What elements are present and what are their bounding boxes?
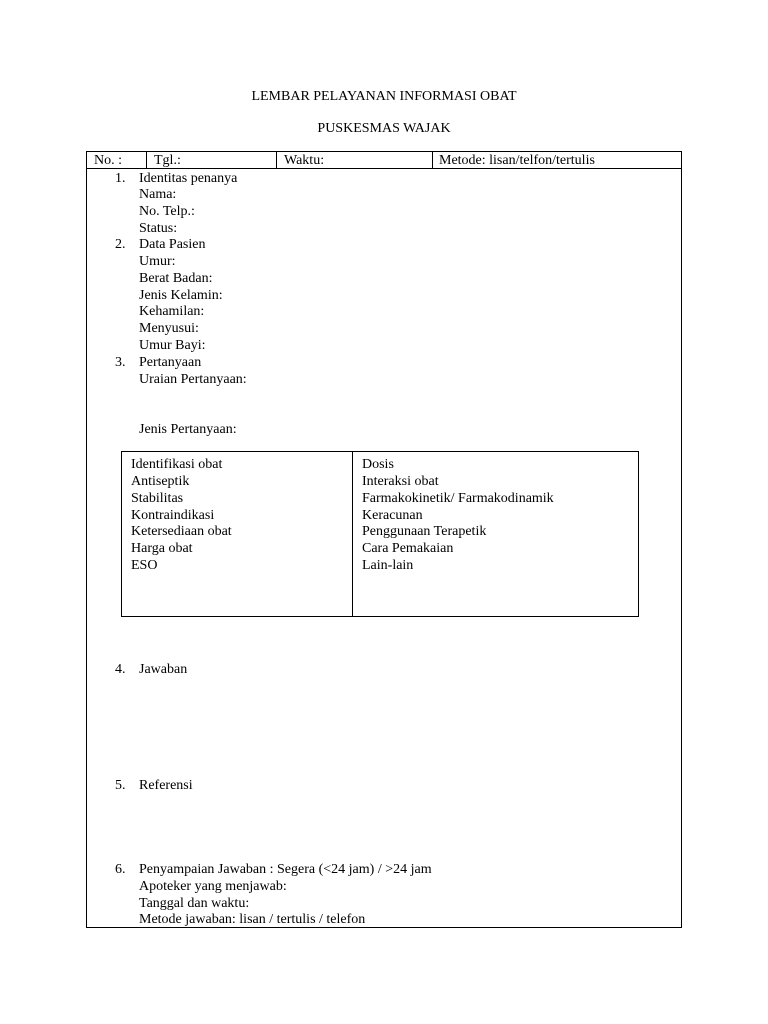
document-title: LEMBAR PELAYANAN INFORMASI OBAT [251,89,517,104]
option-stabilitas: Stabilitas [131,491,184,506]
header-col-divider-1 [146,151,147,169]
question-type-divider [352,451,353,617]
section4-number: 4. [115,662,126,677]
field-nama: Nama: [139,187,177,202]
field-jenis-pertanyaan: Jenis Pertanyaan: [139,422,237,437]
waktu-field-label: Waktu: [284,153,325,168]
section2-title: Data Pasien [139,237,206,252]
field-kehamilan: Kehamilan: [139,304,205,319]
option-cara-pemakaian: Cara Pemakaian [362,541,454,556]
field-metode-jawaban: Metode jawaban: lisan / tertulis / telefon [139,912,366,927]
field-menyusui: Menyusui: [139,321,199,336]
option-farmakokinetik: Farmakokinetik/ Farmakodinamik [362,491,554,506]
section4-title: Jawaban [139,662,188,677]
option-eso: ESO [131,558,158,573]
option-ketersediaan-obat: Ketersediaan obat [131,524,232,539]
field-no-telp: No. Telp.: [139,204,195,219]
field-umur: Umur: [139,254,176,269]
section6-number: 6. [115,862,126,877]
field-umur-bayi: Umur Bayi: [139,338,206,353]
option-harga-obat: Harga obat [131,541,193,556]
option-dosis: Dosis [362,457,394,472]
option-interaksi-obat: Interaksi obat [362,474,439,489]
header-col-divider-3 [432,151,433,169]
section3-number: 3. [115,355,126,370]
option-identifikasi-obat: Identifikasi obat [131,457,223,472]
section2-number: 2. [115,237,126,252]
field-apoteker: Apoteker yang menjawab: [139,879,287,894]
metode-field-label: Metode: lisan/telfon/tertulis [439,153,595,168]
section1-title: Identitas penanya [139,171,238,186]
field-berat-badan: Berat Badan: [139,271,213,286]
field-jenis-kelamin: Jenis Kelamin: [139,288,223,303]
section6-title: Penyampaian Jawaban : Segera (<24 jam) / >24 jam [139,862,432,877]
option-penggunaan-terapetik: Penggunaan Terapetik [362,524,487,539]
option-keracunan: Keracunan [362,508,423,523]
option-antiseptik: Antiseptik [131,474,190,489]
section5-title: Referensi [139,778,193,793]
header-col-divider-2 [276,151,277,169]
field-status: Status: [139,221,178,236]
document-subtitle: PUSKESMAS WAJAK [317,121,451,136]
field-tanggal-waktu: Tanggal dan waktu: [139,896,250,911]
field-uraian-pertanyaan: Uraian Pertanyaan: [139,372,247,387]
tgl-field-label: Tgl.: [154,153,181,168]
section3-title: Pertanyaan [139,355,202,370]
no-field-label: No. : [94,153,122,168]
section5-number: 5. [115,778,126,793]
option-kontraindikasi: Kontraindikasi [131,508,215,523]
option-lain-lain: Lain-lain [362,558,414,573]
section1-number: 1. [115,171,126,186]
